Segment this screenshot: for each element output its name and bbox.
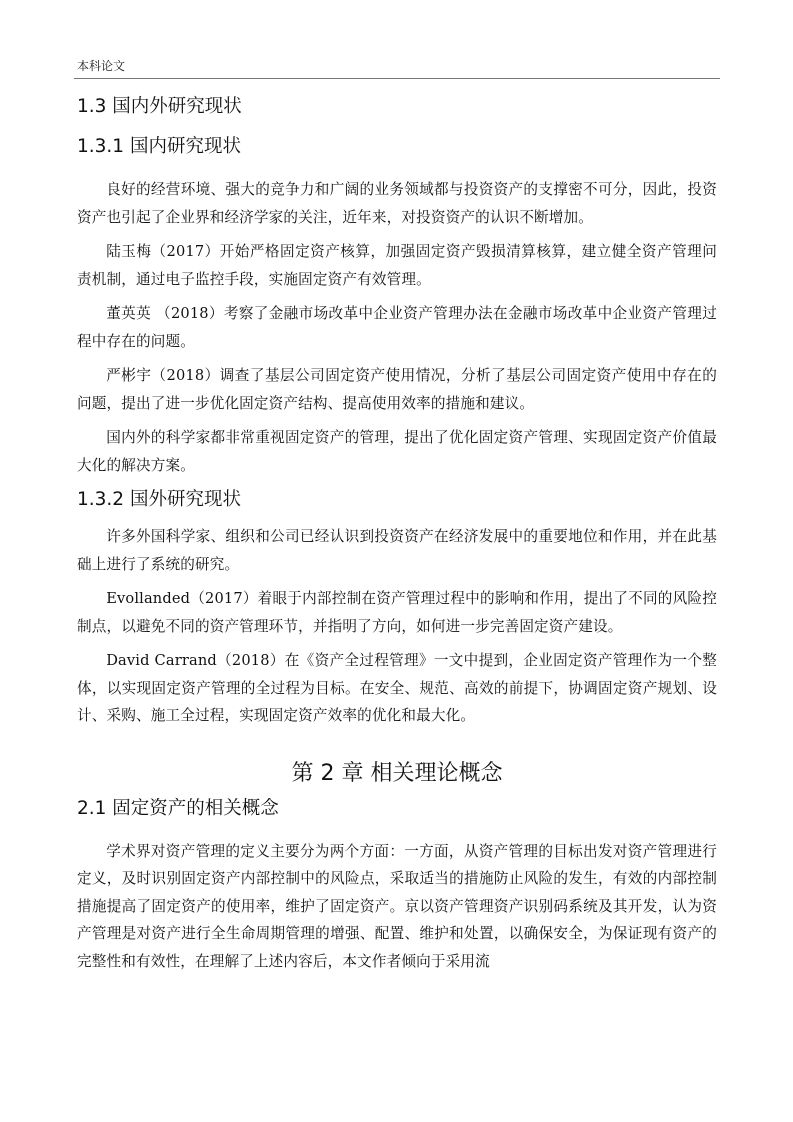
paragraph: 良好的经营环境、强大的竞争力和广阔的业务领域都与投资资产的支撑密不可分，因此，投资资产也引起了企业界和经济学家的关注，近年来，对投资资产的认识不断增加。	[77, 181, 717, 226]
paragraph: 国内外的科学家都非常重视固定资产的管理，提出了优化固定资产管理、实现固定资产价值最大化的解决方案。	[77, 429, 717, 474]
paragraph: 学术界对资产管理的定义主要分为两个方面：一方面，从资产管理的目标出发对资产管理进行定义，及时识别固定资产内部控制中的风险点，采取适当的措施防止风险的发生，有效的内部控制措施提高了固定资产的使用率，维护了固定资产。京以资产管理资产识别码系统及其开发，认为资产管理是对资产进行全生命周期管理的增强、配置、维护和处置，以确保安全，为保证现有资产的完整性和有效性，在理解了上述内容后，本文作者倾向于采用流	[77, 842, 717, 970]
document-body	[77, 92, 717, 975]
paragraph: 许多外国科学家、组织和公司已经认识到投资资产在经济发展中的重要地位和作用，并在此基础上进行了系统的研究。	[77, 528, 717, 573]
paragraph: 陆玉梅（2017）开始严格固定资产核算，加强固定资产毁损清算核算，建立健全资产管理问责机制，通过电子监控手段，实施固定资产有效管理。	[77, 243, 717, 288]
paragraph: Evollanded（2017）着眼于内部控制在资产管理过程中的影响和作用，提出了不同的风险控制点，以避免不同的资产管理环节，并指明了方向，如何进一步完善固定资产建设。	[77, 590, 717, 635]
chapter-heading-2: 第 2 章 相关理论概念	[291, 760, 503, 786]
paragraph: 严彬宇（2018）调查了基层公司固定资产使用情况，分析了基层公司固定资产使用中存在的问题，提出了进一步优化固定资产结构、提高使用效率的措施和建议。	[77, 367, 717, 412]
paragraph: 董英英 （2018）考察了金融市场改革中企业资产管理办法在金融市场改革中企业资产管理过程中存在的问题。	[77, 305, 717, 350]
paragraph: David Carrand（2018）在《资产全过程管理》一文中提到，企业固定资产管理作为一个整体，以实现固定资产管理的全过程为目标。在安全、规范、高效的前提下，协调固定资产规划、设计、采购、施工全过程，实现固定资产效率的优化和最大化。	[77, 652, 717, 724]
section-heading-1-3-2: 1.3.2 国外研究现状	[77, 489, 241, 510]
section-heading-1-3: 1.3 国内外研究现状	[77, 96, 242, 117]
header-rule	[74, 78, 720, 79]
running-header: 本科论文	[77, 59, 126, 73]
section-heading-1-3-1: 1.3.1 国内研究现状	[77, 136, 241, 157]
section-heading-2-1: 2.1 固定资产的相关概念	[77, 797, 279, 819]
